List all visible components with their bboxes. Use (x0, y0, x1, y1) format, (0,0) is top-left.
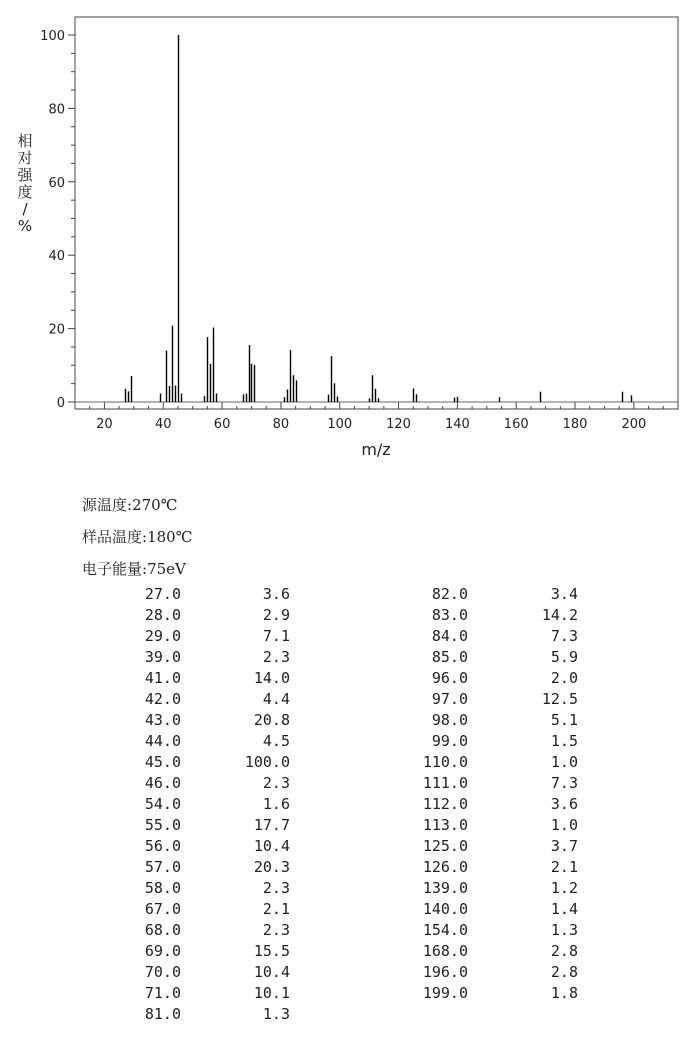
peak-row (0, 731, 687, 752)
acquisition-conditions (82, 492, 192, 588)
peak-mz: 41.0 (144, 669, 181, 687)
peak-intensity: 20.3 (253, 858, 290, 876)
peak-row (0, 647, 687, 668)
peak-mz: 43.0 (144, 711, 181, 729)
peak-row (0, 836, 687, 857)
x-tick-label: 20 (96, 417, 113, 432)
peak-mz: 57.0 (144, 858, 181, 876)
peak-row (0, 752, 687, 773)
peak-intensity: 1.8 (550, 984, 578, 1002)
y-axis-label-char: 对 (17, 149, 33, 167)
peak-row (0, 710, 687, 731)
x-tick-label: 140 (444, 417, 470, 432)
peak-intensity: 2.1 (550, 858, 578, 876)
condition-value: 270℃ (132, 496, 178, 514)
peak-intensity: 2.8 (550, 942, 578, 960)
peak-mz: 28.0 (144, 606, 181, 624)
peak-mz: 45.0 (144, 753, 181, 771)
peak-mz: 54.0 (144, 795, 181, 813)
peak-intensity: 10.1 (253, 984, 290, 1002)
peak-mz: 27.0 (144, 585, 181, 603)
peak-intensity: 4.4 (262, 690, 290, 708)
peak-intensity: 3.6 (550, 795, 578, 813)
peak-intensity: 3.6 (262, 585, 290, 603)
x-tick-label: 160 (503, 417, 529, 432)
peak-mz: 84.0 (431, 627, 468, 645)
peak-mz: 99.0 (431, 732, 468, 750)
peak-mz: 58.0 (144, 879, 181, 897)
peak-mz: 55.0 (144, 816, 181, 834)
peak-mz: 70.0 (144, 963, 181, 981)
peak-row (0, 1004, 687, 1025)
peak-mz: 113.0 (422, 816, 468, 834)
peak-mz: 140.0 (422, 900, 468, 918)
peak-mz: 126.0 (422, 858, 468, 876)
peak-intensity: 100.0 (244, 753, 290, 771)
y-tick-label: 0 (56, 396, 65, 411)
condition-value: 180℃ (147, 528, 193, 546)
peak-row (0, 857, 687, 878)
y-axis-label-char: 度 (17, 183, 33, 201)
peak-mz: 56.0 (144, 837, 181, 855)
peak-intensity: 7.3 (550, 627, 578, 645)
peak-intensity: 12.5 (541, 690, 578, 708)
x-tick-label: 120 (386, 417, 411, 432)
peak-intensity: 2.3 (262, 648, 290, 666)
peak-mz: 68.0 (144, 921, 181, 939)
peak-intensity: 3.4 (550, 585, 578, 603)
peak-intensity: 5.1 (550, 711, 578, 729)
peak-mz: 199.0 (422, 984, 468, 1002)
peak-row (0, 626, 687, 647)
y-axis-label-char: / (22, 200, 28, 218)
x-tick-label: 200 (621, 417, 647, 432)
condition-label: 源温度: (82, 496, 133, 514)
peak-intensity: 7.1 (262, 627, 290, 645)
peak-intensity: 1.5 (550, 732, 578, 750)
peak-mz: 96.0 (431, 669, 468, 687)
peak-mz: 71.0 (144, 984, 181, 1002)
x-tick-label: 40 (154, 417, 172, 432)
peak-intensity: 17.7 (253, 816, 290, 834)
x-axis-label: m/z (361, 440, 391, 459)
peak-intensity: 1.4 (550, 900, 578, 918)
peak-intensity: 2.1 (262, 900, 290, 918)
peak-intensity: 1.3 (262, 1005, 290, 1023)
x-tick-label: 60 (213, 417, 231, 432)
y-axis-label-char: % (17, 217, 33, 235)
peak-mz: 111.0 (422, 774, 468, 792)
y-axis-label (17, 132, 33, 235)
peak-intensity: 1.6 (262, 795, 290, 813)
peak-row (0, 899, 687, 920)
peak-row (0, 920, 687, 941)
peak-mz: 81.0 (144, 1005, 181, 1023)
peak-mz: 139.0 (422, 879, 468, 897)
peak-mz: 154.0 (422, 921, 468, 939)
peak-mz: 110.0 (422, 753, 468, 771)
x-tick-label: 100 (327, 417, 353, 432)
peak-intensity: 2.8 (550, 963, 578, 981)
peak-row (0, 668, 687, 689)
peak-intensity: 14.0 (253, 669, 290, 687)
peak-intensity: 14.2 (541, 606, 578, 624)
peak-mz: 85.0 (431, 648, 468, 666)
peak-intensity: 2.0 (550, 669, 578, 687)
y-tick-label: 80 (48, 102, 65, 118)
y-tick-label: 40 (48, 249, 65, 265)
peak-row (0, 815, 687, 836)
y-tick-label: 20 (48, 322, 65, 338)
peak-mz: 168.0 (422, 942, 468, 960)
peak-intensity: 3.7 (550, 837, 578, 855)
peak-row (0, 584, 687, 605)
peak-mz: 97.0 (431, 690, 468, 708)
peak-row (0, 878, 687, 899)
plot-frame (75, 17, 678, 409)
peak-intensity: 1.0 (550, 753, 578, 771)
peak-row (0, 983, 687, 1004)
y-axis-label-char: 强 (17, 166, 33, 184)
peak-intensity: 2.9 (262, 606, 290, 624)
peak-mz: 39.0 (144, 648, 181, 666)
y-axis (40, 29, 75, 411)
peak-row (0, 773, 687, 794)
peak-row (0, 962, 687, 983)
y-axis-label-char: 相 (17, 132, 33, 150)
source-temperature (82, 492, 192, 524)
x-tick-label: 180 (562, 417, 588, 432)
peak-mz: 44.0 (144, 732, 181, 750)
x-axis (75, 402, 678, 432)
condition-label: 样品温度: (82, 528, 148, 546)
peak-row (0, 941, 687, 962)
peak-intensity: 2.3 (262, 774, 290, 792)
condition-value: 75eV (147, 560, 186, 578)
peak-mz: 83.0 (431, 606, 468, 624)
peak-mz: 46.0 (144, 774, 181, 792)
peak-intensity: 10.4 (253, 837, 290, 855)
spectrum-peaks (126, 35, 632, 402)
peak-intensity: 4.5 (262, 732, 290, 750)
peak-mz: 67.0 (144, 900, 181, 918)
sample-temperature (82, 524, 192, 556)
peak-mz: 98.0 (431, 711, 468, 729)
y-tick-label: 100 (40, 29, 65, 44)
peak-table (0, 584, 687, 1030)
peak-mz: 125.0 (422, 837, 468, 855)
peak-mz: 69.0 (144, 942, 181, 960)
peak-mz: 196.0 (422, 963, 468, 981)
peak-mz: 112.0 (422, 795, 468, 813)
peak-intensity: 2.3 (262, 879, 290, 897)
x-tick-label: 80 (272, 417, 290, 432)
peak-intensity: 1.3 (550, 921, 578, 939)
peak-intensity: 7.3 (550, 774, 578, 792)
peak-intensity: 2.3 (262, 921, 290, 939)
peak-intensity: 10.4 (253, 963, 290, 981)
peak-intensity: 5.9 (550, 648, 578, 666)
peak-intensity: 15.5 (253, 942, 290, 960)
y-tick-label: 60 (48, 175, 65, 191)
condition-label: 电子能量: (82, 560, 148, 578)
peak-mz: 29.0 (144, 627, 181, 645)
peak-mz: 42.0 (144, 690, 181, 708)
peak-intensity: 1.2 (550, 879, 578, 897)
peak-row (0, 794, 687, 815)
mass-spectrum-chart (0, 0, 687, 470)
peak-mz: 82.0 (431, 585, 468, 603)
peak-intensity: 20.8 (253, 711, 290, 729)
peak-row (0, 689, 687, 710)
peak-intensity: 1.0 (550, 816, 578, 834)
peak-row (0, 605, 687, 626)
